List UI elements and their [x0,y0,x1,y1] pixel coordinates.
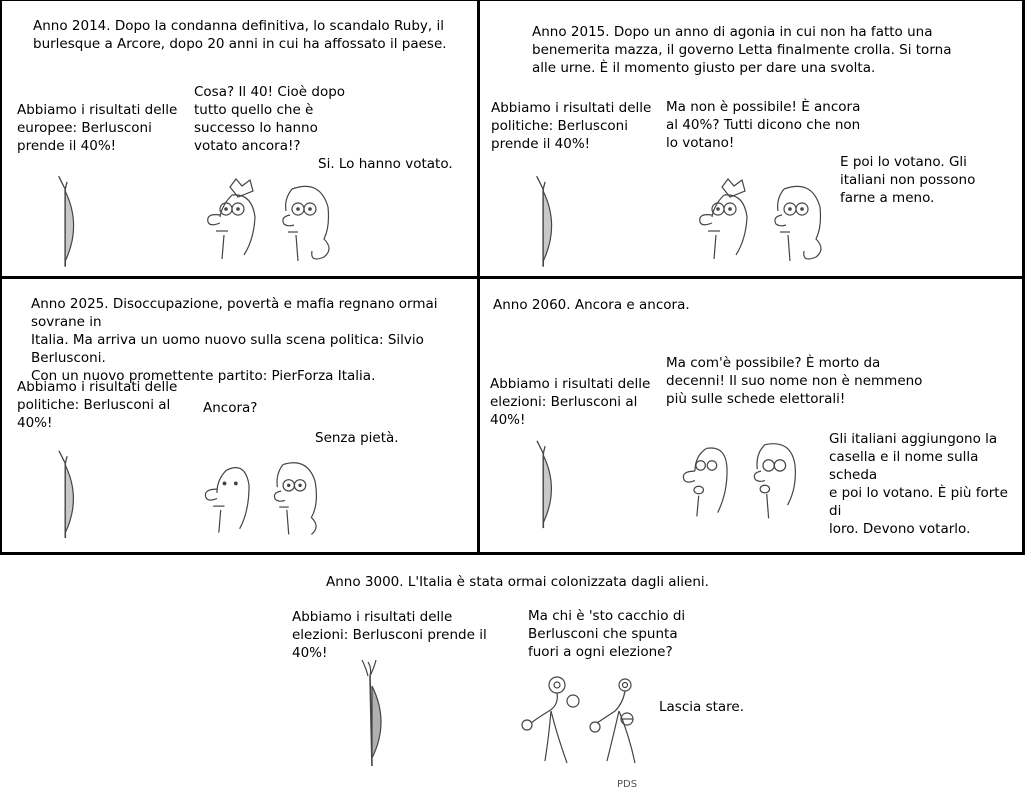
panel-2014 [2,1,477,276]
tv-drawing [54,449,82,539]
viewer1-speech: Ancora? [203,400,258,416]
viewers-drawing [192,457,342,542]
viewer1-speech: Ma non è possibile! È ancora al 40%? Tutti dicono che non lo votano! [666,99,861,151]
alien-tv-drawing [352,658,392,768]
panel-2025 [2,279,477,552]
tv-speech: Abbiamo i risultati delle europee: Berlusconi prende il 40%! [17,102,178,154]
panel-3000 [0,555,1025,805]
panel-2015 [480,1,1022,276]
viewers-drawing [692,177,842,267]
panel-caption: Anno 2014. Dopo la condanna definitiva, lo scandalo Ruby, il burlesque a Arcore, dopo 20 anni in cui ha affossato il paese. [33,18,447,52]
panel-caption: Anno 2015. Dopo un anno di agonia in cui non ha fatto una benemerita mazza, il governo Letta finalmente crolla. Si torna alle urne. È il momento giusto per dare una svolta. [532,24,952,76]
panel-caption: Anno 2025. Disoccupazione, povertà e mafia regnano ormai sovrane in Italia. Ma arriva un uomo nuovo sulla scena politica: Silvio Berlusconi. Con un nuovo promettente partito: PierForza Italia. [31,296,438,384]
viewer2-speech: Si. Lo hanno votato. [318,156,453,172]
viewer1-speech: Ma com'è possibile? È morto da decenni! Il suo nome non è nemmeno più sulle schede elettorali! [666,355,923,407]
viewer1-speech: Ma chi è 'sto cacchio di Berlusconi che spunta fuori a ogni elezione? [528,608,686,660]
tv-speech: Abbiamo i risultati delle elezioni: Berlusconi prende il 40%! [292,609,487,661]
panel-2060 [480,279,1022,552]
tv-drawing [532,171,560,271]
viewer2-speech: Gli italiani aggiungono la casella e il nome sulla scheda e poi lo votano. È più forte di loro. Devono votarlo. [829,431,1008,537]
tv-drawing [532,439,560,529]
tv-drawing [54,171,82,271]
panel-caption: Anno 2060. Ancora e ancora. [493,297,690,313]
tv-speech: Abbiamo i risultati delle elezioni: Berlusconi al 40%! [490,376,651,428]
viewer2-speech: E poi lo votano. Gli italiani non possono farne a meno. [840,154,976,206]
viewer2-speech: Lascia stare. [659,699,745,715]
viewers-drawing [200,177,350,267]
artist-signature: PDS [617,779,638,790]
panel-caption: Anno 3000. L'Italia è stata ormai colonizzata dagli alieni. [326,574,709,590]
tv-speech: Abbiamo i risultati delle politiche: Berlusconi al 40%! [17,379,178,431]
viewers-drawing [670,439,820,524]
tv-speech: Abbiamo i risultati delle politiche: Berlusconi prende il 40%! [491,100,652,152]
aliens-drawing [515,675,655,770]
viewer1-speech: Cosa? Il 40! Cioè dopo tutto quello che è successo lo hanno votato ancora!? [194,84,346,154]
viewer2-speech: Senza pietà. [315,430,399,446]
